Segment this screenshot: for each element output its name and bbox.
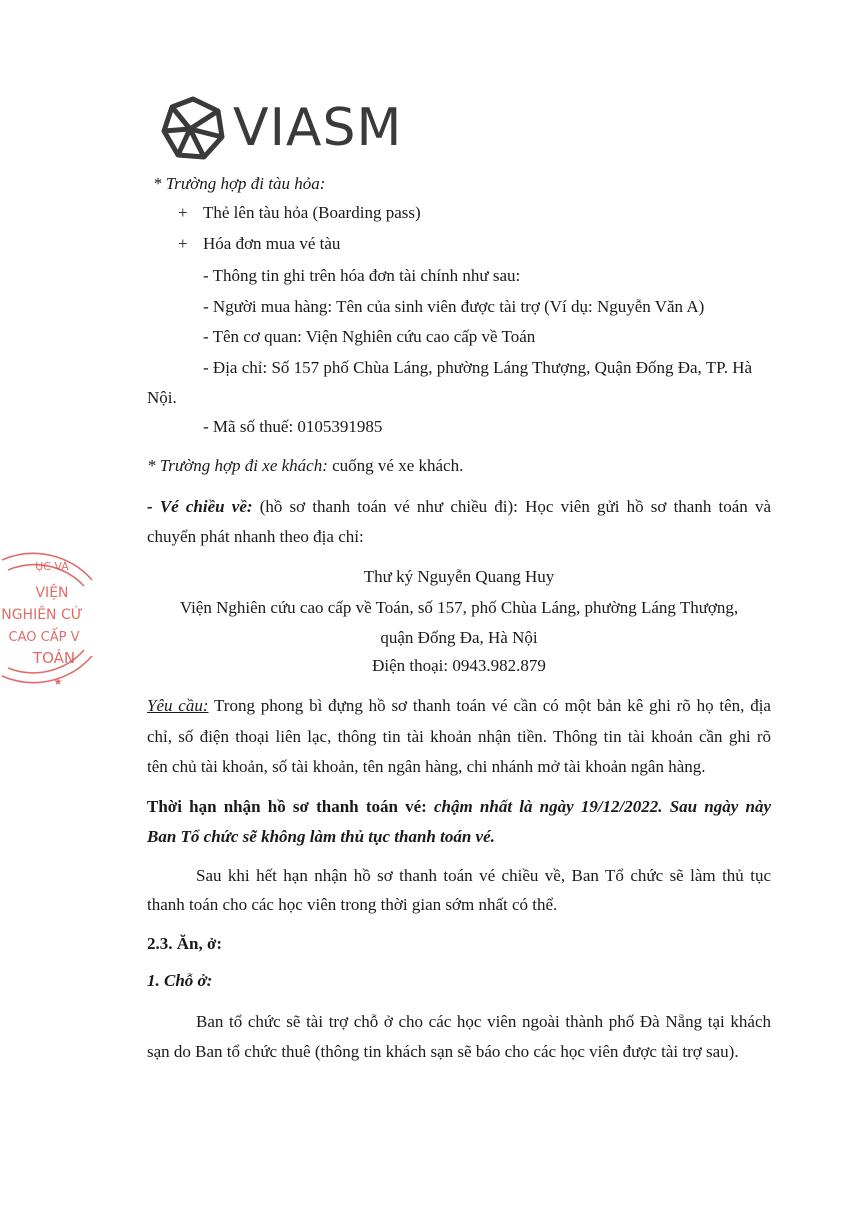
requirement-line3: tên chủ tài khoản, số tài khoản, tên ngân hàng, chi nhánh mở tài khoản ngân hàng.	[147, 757, 706, 776]
invoice-line: - Người mua hàng: Tên của sinh viên được tài trợ (Ví dụ: Nguyễn Văn A)	[203, 297, 705, 316]
sub-heading: 1. Chỗ ở:	[147, 971, 213, 990]
invoice-line: - Mã số thuế: 0105391985	[203, 417, 383, 436]
section-heading: 2.3. Ăn, ở:	[147, 934, 223, 953]
address-name: Thư ký Nguyễn Quang Huy	[363, 567, 555, 586]
invoice-line: Nội.	[147, 388, 177, 407]
stamp-arc-text: ỤC VÀ	[35, 560, 69, 573]
bus-paragraph	[147, 455, 463, 477]
train-heading: * Trường hợp đi tàu hỏa:	[153, 174, 326, 193]
invoice-line: - Địa chỉ: Số 157 phố Chùa Láng, phường Láng Thượng, Quận Đống Đa, TP. Hà	[203, 358, 753, 377]
logo-wordmark: VIASM	[233, 98, 403, 158]
train-item-bullet: +	[178, 234, 188, 253]
deadline-line2: Ban Tổ chức sẽ không làm thủ tục thanh toán vé.	[147, 827, 495, 846]
red-stamp-icon	[0, 540, 100, 700]
address-line: Viện Nghiên cứu cao cấp về Toán, số 157, phố Chùa Láng, phường Láng Thượng,	[179, 598, 739, 617]
address-phone: Điện thoại: 0943.982.879	[372, 656, 546, 675]
return-paragraph-line1: - Vé chiều về: (hồ sơ thanh toán vé như chiều đi): Học viên gửi hồ sơ thanh toán và	[147, 497, 771, 516]
return-paragraph-line2: chuyển phát nhanh theo địa chỉ:	[147, 527, 364, 546]
deadline-line1: Thời hạn nhận hồ sơ thanh toán vé: chậm nhất là ngày 19/12/2022. Sau ngày này	[147, 797, 771, 816]
bus-text: cuống vé xe khách.	[327, 456, 464, 475]
train-item-bullet: +	[178, 203, 188, 222]
address-line: quận Đống Đa, Hà Nội	[380, 628, 538, 647]
bus-label: * Trường hợp đi xe khách:	[147, 456, 328, 475]
viasm-logo-icon	[160, 95, 226, 161]
after-line2: thanh toán cho các học viên trong thời gian sớm nhất có thể.	[147, 895, 558, 914]
requirement-line1: Yêu cầu: Trong phong bì đựng hồ sơ thanh toán vé cần có một bản kê ghi rõ họ tên, địa	[147, 696, 771, 715]
stamp-line: NGHIÊN CỨ	[1, 607, 83, 623]
train-item: Hóa đơn mua vé tàu	[203, 234, 341, 253]
section-line2: sạn do Ban tổ chức thuê (thông tin khách sạn sẽ báo cho các học viên được tài trợ sau).	[147, 1042, 739, 1061]
requirement-line2: chỉ, số điện thoại liên lạc, thông tin tài khoản nhận tiền. Thông tin tài khoản cần ghi rõ	[147, 727, 771, 746]
return-label: - Vé chiều về:	[147, 497, 253, 516]
invoice-line: - Tên cơ quan: Viện Nghiên cứu cao cấp về Toán	[203, 327, 536, 346]
svg-text:★: ★	[53, 677, 63, 688]
section-line1: Ban tổ chức sẽ tài trợ chỗ ở cho các học viên ngoài thành phố Đà Nẵng tại khách	[196, 1012, 771, 1031]
invoice-line: - Thông tin ghi trên hóa đơn tài chính như sau:	[203, 266, 521, 285]
train-item: Thẻ lên tàu hỏa (Boarding pass)	[203, 203, 421, 222]
stamp-line: VIỆN	[35, 585, 69, 601]
stamp-line: CAO CẤP V	[8, 630, 80, 645]
deadline-label: Thời hạn nhận hồ sơ thanh toán vé:	[147, 797, 427, 816]
after-line1: Sau khi hết hạn nhận hồ sơ thanh toán vé chiều về, Ban Tổ chức sẽ làm thủ tục	[196, 866, 771, 885]
stamp-line: TOÁN	[32, 649, 76, 667]
requirement-label: Yêu cầu:	[147, 696, 209, 715]
